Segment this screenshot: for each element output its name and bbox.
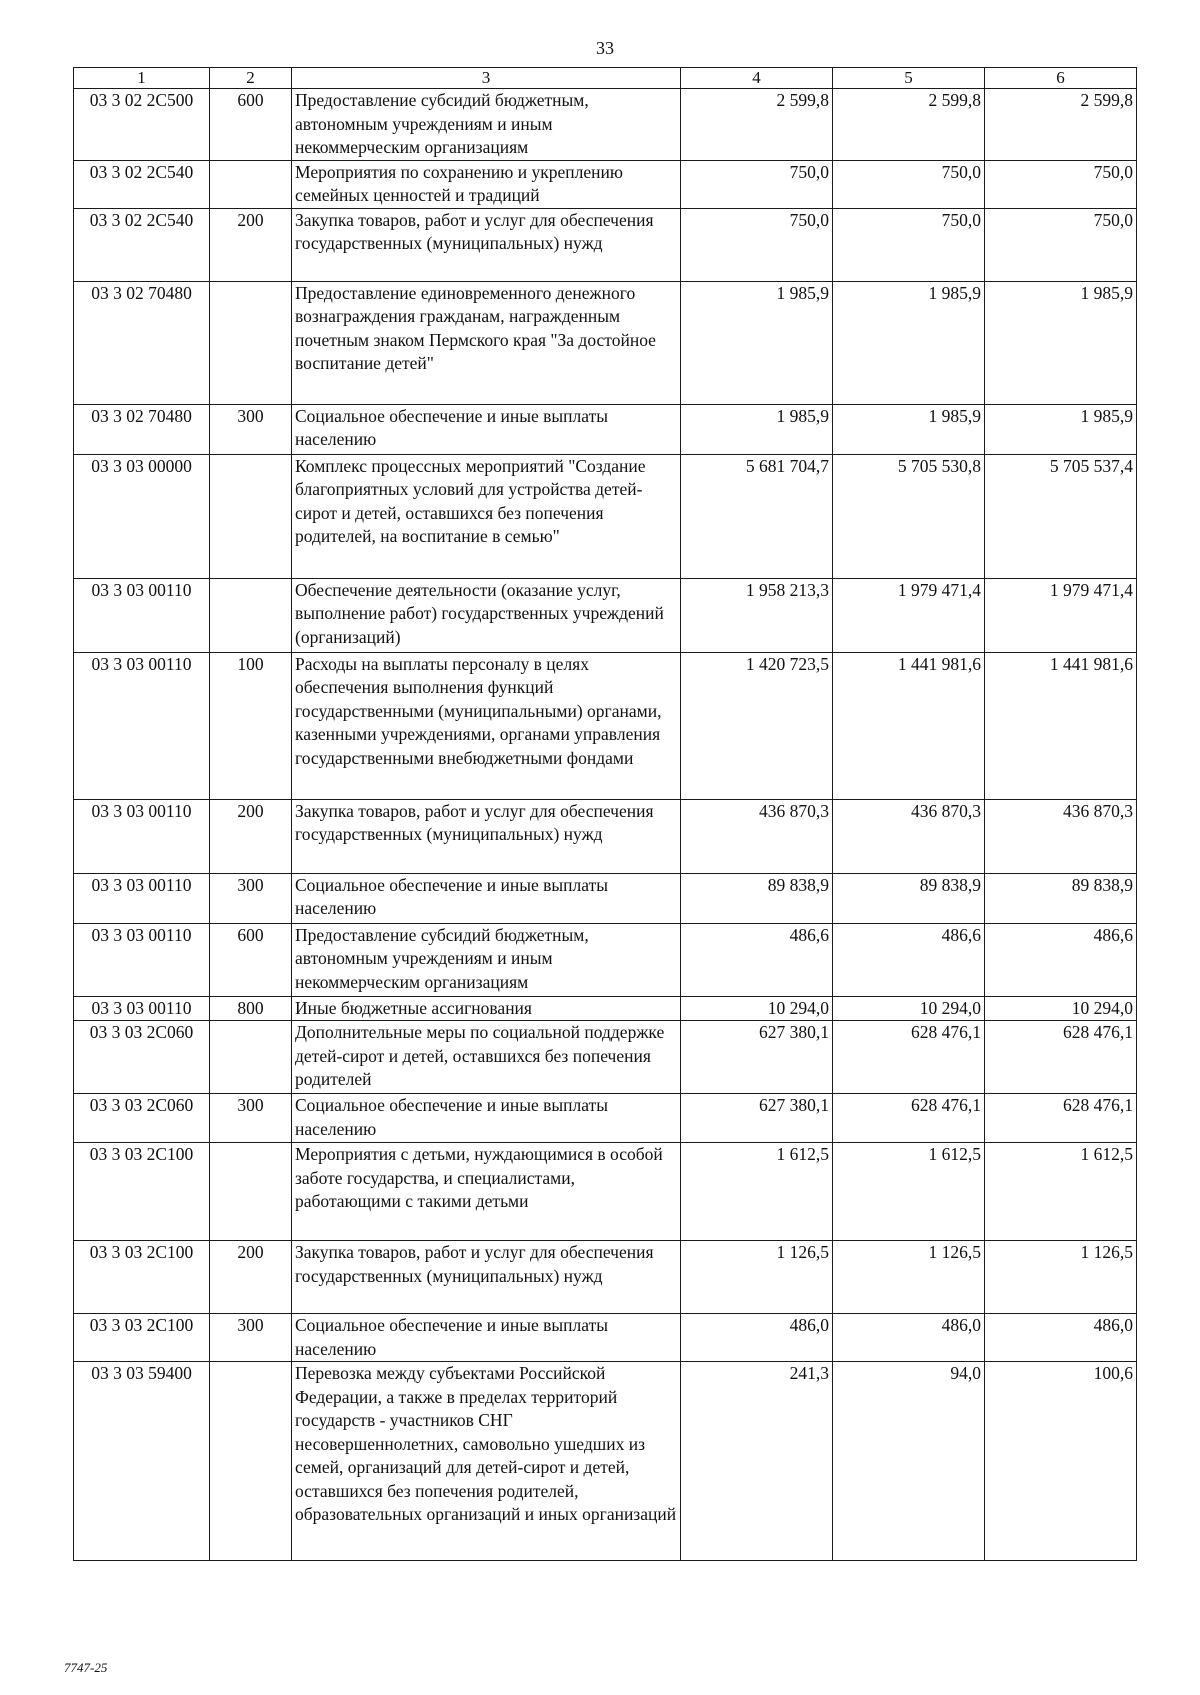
document-id: 7747-25 bbox=[64, 1660, 108, 1675]
expense-type-code: 200 bbox=[210, 1241, 292, 1314]
table-row bbox=[74, 404, 1137, 454]
column-header: 4 bbox=[681, 68, 833, 89]
amount-col-4: 627 380,1 bbox=[681, 1021, 833, 1094]
amount-col-5: 436 870,3 bbox=[833, 799, 985, 873]
target-article-code: 03 3 02 2С540 bbox=[74, 160, 210, 208]
item-name: Закупка товаров, работ и услуг для обеспечения государственных (муниципальных) нужд bbox=[292, 799, 681, 873]
amount-col-5: 486,0 bbox=[833, 1314, 985, 1362]
amount-col-5: 750,0 bbox=[833, 208, 985, 281]
expense-type-code bbox=[210, 1021, 292, 1094]
expense-type-code bbox=[210, 1143, 292, 1241]
expense-type-code bbox=[210, 1362, 292, 1561]
amount-col-6: 89 838,9 bbox=[985, 873, 1137, 923]
amount-col-5: 628 476,1 bbox=[833, 1021, 985, 1094]
item-name: Дополнительные меры по социальной поддержке детей-сирот и детей, оставшихся без попечения родителей bbox=[292, 1021, 681, 1094]
expense-type-code: 600 bbox=[210, 89, 292, 161]
amount-col-4: 1 985,9 bbox=[681, 281, 833, 404]
column-header: 5 bbox=[833, 68, 985, 89]
amount-col-6: 1 126,5 bbox=[985, 1241, 1137, 1314]
expense-type-code bbox=[210, 578, 292, 652]
amount-col-6: 486,6 bbox=[985, 923, 1137, 996]
amount-col-4: 1 126,5 bbox=[681, 1241, 833, 1314]
target-article-code: 03 3 02 2С500 bbox=[74, 89, 210, 161]
target-article-code: 03 3 03 00110 bbox=[74, 578, 210, 652]
table-row bbox=[74, 873, 1137, 923]
expense-type-code: 300 bbox=[210, 1314, 292, 1362]
amount-col-6: 10 294,0 bbox=[985, 996, 1137, 1021]
item-name: Закупка товаров, работ и услуг для обеспечения государственных (муниципальных) нужд bbox=[292, 1241, 681, 1314]
target-article-code: 03 3 02 2С540 bbox=[74, 208, 210, 281]
target-article-code: 03 3 02 70480 bbox=[74, 281, 210, 404]
amount-col-6: 486,0 bbox=[985, 1314, 1137, 1362]
item-name: Предоставление субсидий бюджетным, автономным учреждениям и иным некоммерческим организациям bbox=[292, 89, 681, 161]
target-article-code: 03 3 03 2С060 bbox=[74, 1021, 210, 1094]
item-name: Мероприятия с детьми, нуждающимися в особой заботе государства, и специалистами, работающими с такими детьми bbox=[292, 1143, 681, 1241]
budget-table bbox=[73, 67, 1137, 1561]
table-row bbox=[74, 799, 1137, 873]
amount-col-6: 1 612,5 bbox=[985, 1143, 1137, 1241]
item-name: Мероприятия по сохранению и укреплению семейных ценностей и традиций bbox=[292, 160, 681, 208]
table-row bbox=[74, 996, 1137, 1021]
amount-col-5: 750,0 bbox=[833, 160, 985, 208]
amount-col-5: 2 599,8 bbox=[833, 89, 985, 161]
amount-col-6: 2 599,8 bbox=[985, 89, 1137, 161]
target-article-code: 03 3 03 00110 bbox=[74, 799, 210, 873]
amount-col-4: 436 870,3 bbox=[681, 799, 833, 873]
amount-col-4: 89 838,9 bbox=[681, 873, 833, 923]
amount-col-6: 1 979 471,4 bbox=[985, 578, 1137, 652]
amount-col-6: 5 705 537,4 bbox=[985, 454, 1137, 578]
expense-type-code: 300 bbox=[210, 873, 292, 923]
amount-col-4: 10 294,0 bbox=[681, 996, 833, 1021]
expense-type-code: 300 bbox=[210, 1094, 292, 1143]
item-name: Комплекс процессных мероприятий "Создание благоприятных условий для устройства детей-сирот и детей, оставшихся без попечения родителей, на воспитание в семью" bbox=[292, 454, 681, 578]
target-article-code: 03 3 03 00110 bbox=[74, 923, 210, 996]
table-row bbox=[74, 1094, 1137, 1143]
table-row bbox=[74, 89, 1137, 161]
expense-type-code bbox=[210, 281, 292, 404]
table-row bbox=[74, 160, 1137, 208]
item-name: Социальное обеспечение и иные выплаты населению bbox=[292, 1314, 681, 1362]
expense-type-code: 300 bbox=[210, 404, 292, 454]
item-name: Предоставление субсидий бюджетным, автономным учреждениям и иным некоммерческим организациям bbox=[292, 923, 681, 996]
page-number: 33 bbox=[596, 38, 614, 58]
amount-col-5: 486,6 bbox=[833, 923, 985, 996]
amount-col-4: 1 420 723,5 bbox=[681, 652, 833, 799]
amount-col-4: 2 599,8 bbox=[681, 89, 833, 161]
amount-col-4: 750,0 bbox=[681, 160, 833, 208]
amount-col-5: 5 705 530,8 bbox=[833, 454, 985, 578]
amount-col-4: 486,6 bbox=[681, 923, 833, 996]
column-header: 3 bbox=[292, 68, 681, 89]
amount-col-5: 94,0 bbox=[833, 1362, 985, 1561]
target-article-code: 03 3 03 59400 bbox=[74, 1362, 210, 1561]
amount-col-6: 628 476,1 bbox=[985, 1094, 1137, 1143]
table-row bbox=[74, 652, 1137, 799]
amount-col-4: 241,3 bbox=[681, 1362, 833, 1561]
target-article-code: 03 3 03 00000 bbox=[74, 454, 210, 578]
amount-col-4: 1 958 213,3 bbox=[681, 578, 833, 652]
amount-col-4: 1 985,9 bbox=[681, 404, 833, 454]
expense-type-code: 600 bbox=[210, 923, 292, 996]
target-article-code: 03 3 02 70480 bbox=[74, 404, 210, 454]
table-body bbox=[74, 89, 1137, 1561]
amount-col-5: 1 985,9 bbox=[833, 281, 985, 404]
amount-col-6: 628 476,1 bbox=[985, 1021, 1137, 1094]
target-article-code: 03 3 03 2С100 bbox=[74, 1241, 210, 1314]
table-row bbox=[74, 208, 1137, 281]
table-row bbox=[74, 1314, 1137, 1362]
item-name: Социальное обеспечение и иные выплаты населению bbox=[292, 404, 681, 454]
table-row bbox=[74, 1362, 1137, 1561]
amount-col-5: 1 612,5 bbox=[833, 1143, 985, 1241]
amount-col-4: 5 681 704,7 bbox=[681, 454, 833, 578]
amount-col-6: 436 870,3 bbox=[985, 799, 1137, 873]
expense-type-code: 100 bbox=[210, 652, 292, 799]
expense-type-code: 800 bbox=[210, 996, 292, 1021]
amount-col-6: 750,0 bbox=[985, 208, 1137, 281]
amount-col-6: 750,0 bbox=[985, 160, 1137, 208]
header-row bbox=[74, 68, 1137, 89]
target-article-code: 03 3 03 2С100 bbox=[74, 1314, 210, 1362]
table-row bbox=[74, 1241, 1137, 1314]
item-name: Социальное обеспечение и иные выплаты населению bbox=[292, 1094, 681, 1143]
expense-type-code bbox=[210, 160, 292, 208]
item-name: Перевозка между субъектами Российской Федерации, а также в пределах территорий государств - участников СНГ несовершеннолетних, самовольно ушедших из семей, организаций для детей-сирот и детей, оставшихся без попечения родителей, образовательных организаций и иных организаций bbox=[292, 1362, 681, 1561]
amount-col-5: 1 979 471,4 bbox=[833, 578, 985, 652]
item-name: Иные бюджетные ассигнования bbox=[292, 996, 681, 1021]
table-row bbox=[74, 454, 1137, 578]
item-name: Предоставление единовременного денежного вознаграждения гражданам, награжденным почетным знаком Пермского края "За достойное воспитание детей" bbox=[292, 281, 681, 404]
item-name: Обеспечение деятельности (оказание услуг, выполнение работ) государственных учреждений (организаций) bbox=[292, 578, 681, 652]
target-article-code: 03 3 03 2С100 bbox=[74, 1143, 210, 1241]
target-article-code: 03 3 03 00110 bbox=[74, 873, 210, 923]
amount-col-6: 1 985,9 bbox=[985, 404, 1137, 454]
target-article-code: 03 3 03 2С060 bbox=[74, 1094, 210, 1143]
expense-type-code: 200 bbox=[210, 799, 292, 873]
item-name: Расходы на выплаты персоналу в целях обеспечения выполнения функций государственными (муниципальными) органами, казенными учреждениями, органами управления государственными внебюджетными фондами bbox=[292, 652, 681, 799]
item-name: Социальное обеспечение и иные выплаты населению bbox=[292, 873, 681, 923]
amount-col-5: 1 985,9 bbox=[833, 404, 985, 454]
amount-col-5: 628 476,1 bbox=[833, 1094, 985, 1143]
amount-col-5: 10 294,0 bbox=[833, 996, 985, 1021]
amount-col-6: 100,6 bbox=[985, 1362, 1137, 1561]
amount-col-4: 486,0 bbox=[681, 1314, 833, 1362]
amount-col-5: 1 126,5 bbox=[833, 1241, 985, 1314]
amount-col-6: 1 985,9 bbox=[985, 281, 1137, 404]
amount-col-5: 1 441 981,6 bbox=[833, 652, 985, 799]
table-row bbox=[74, 1021, 1137, 1094]
target-article-code: 03 3 03 00110 bbox=[74, 652, 210, 799]
item-name: Закупка товаров, работ и услуг для обеспечения государственных (муниципальных) нужд bbox=[292, 208, 681, 281]
column-header: 1 bbox=[74, 68, 210, 89]
table-row bbox=[74, 281, 1137, 404]
target-article-code: 03 3 03 00110 bbox=[74, 996, 210, 1021]
amount-col-5: 89 838,9 bbox=[833, 873, 985, 923]
amount-col-6: 1 441 981,6 bbox=[985, 652, 1137, 799]
table-row bbox=[74, 578, 1137, 652]
amount-col-4: 1 612,5 bbox=[681, 1143, 833, 1241]
column-header: 6 bbox=[985, 68, 1137, 89]
amount-col-4: 627 380,1 bbox=[681, 1094, 833, 1143]
table-row bbox=[74, 1143, 1137, 1241]
amount-col-4: 750,0 bbox=[681, 208, 833, 281]
expense-type-code bbox=[210, 454, 292, 578]
expense-type-code: 200 bbox=[210, 208, 292, 281]
column-header: 2 bbox=[210, 68, 292, 89]
table-row bbox=[74, 923, 1137, 996]
